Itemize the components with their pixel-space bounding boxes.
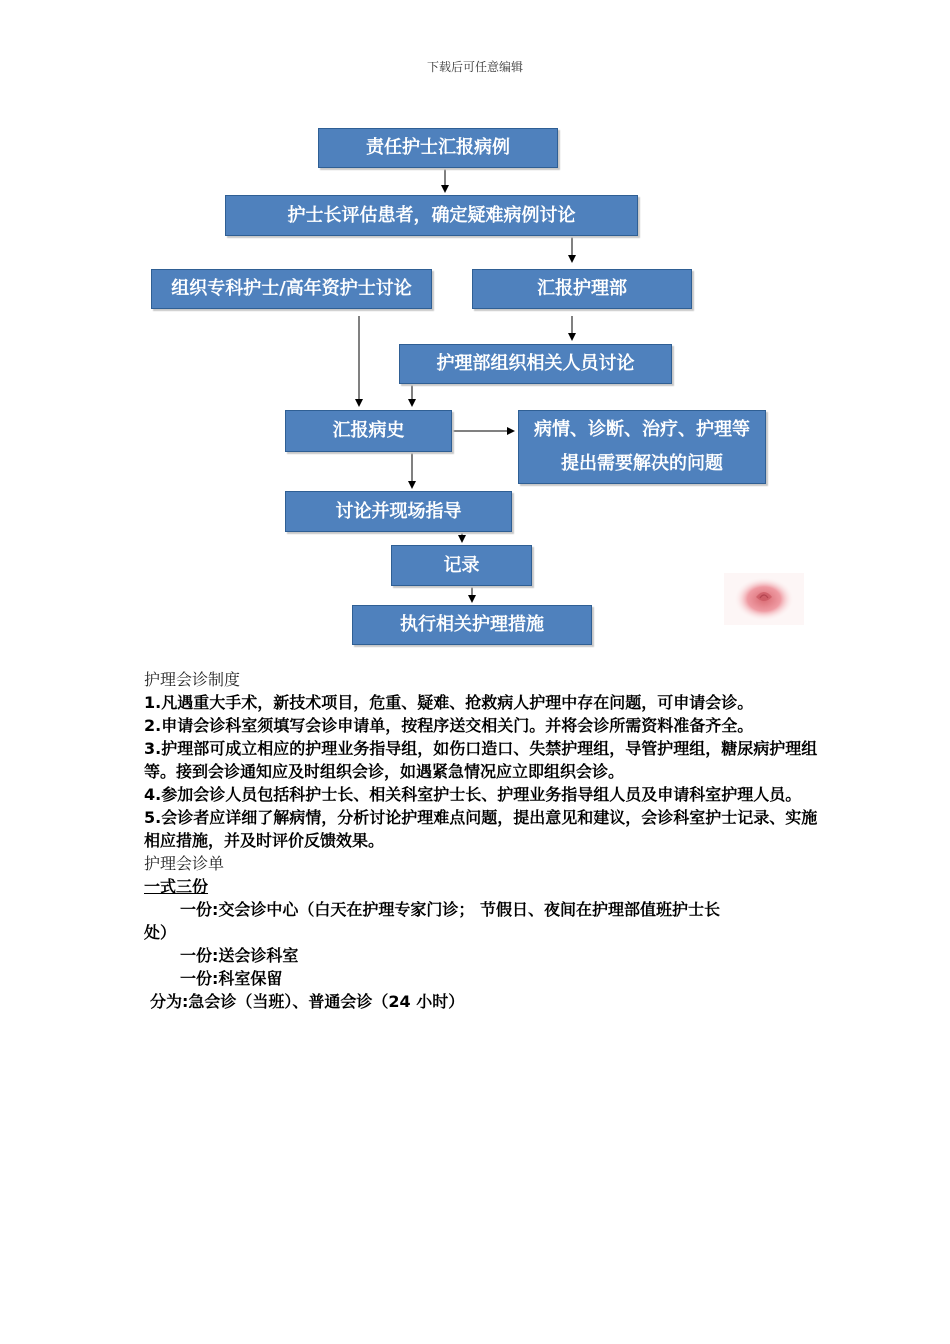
flow-step-discuss-guide: 讨论并现场指导	[285, 491, 512, 532]
copies-title: 一式三份	[144, 877, 209, 896]
header-note: 下载后可任意编辑	[426, 60, 523, 74]
copy-1-line2: 处）	[144, 923, 177, 942]
copy-3: 一份:科室保留	[180, 969, 283, 988]
flow-step-dept-discussion: 护理部组织相关人员讨论	[399, 344, 672, 384]
flow-step-report-case: 责任护士汇报病例	[318, 128, 558, 168]
flow-step-organize-specialist: 组织专科护士/高年资护士讨论	[151, 269, 432, 309]
rule-item-1: 1.凡遇重大手术，新技术项目，危重、疑难、抢救病人护理中存在问题，可申请会诊。	[144, 693, 754, 712]
flow-step-record: 记录	[391, 545, 532, 586]
flow-step-problems	[518, 410, 766, 484]
copy-2: 一份:送会诊科室	[180, 946, 299, 965]
flow-step-problems-line1: 病情、诊断、治疗、护理等	[534, 419, 750, 441]
document-body	[144, 668, 824, 1013]
consultation-types: 分为:急会诊（当班）、普通会诊（24 小时）	[150, 992, 465, 1011]
rule-item-2: 2.申请会诊科室须填写会诊申请单，按程序送交相关门。并将会诊所需资料准备齐全。	[144, 716, 754, 735]
section-title-consultation-system: 护理会诊制度	[144, 670, 241, 689]
rule-item-5: 5.会诊者应详细了解病情，分析讨论护理难点问题，提出意见和建议，会诊科室护士记录、实施相应措施，并及时评价反馈效果。	[144, 808, 818, 850]
rule-item-4: 4.参加会诊人员包括科护士长、相关科室护士长、护理业务指导组人员及申请科室护理人员。	[144, 785, 802, 804]
section-title-consultation-form: 护理会诊单	[144, 854, 225, 873]
copy-1-line1: 一份:交会诊中心（白天在护理专家门诊； 节假日、夜间在护理部值班护士长	[180, 900, 720, 919]
flow-step-report-history: 汇报病史	[285, 410, 452, 452]
flow-step-problems-line2: 提出需要解决的问题	[561, 453, 723, 474]
rose-decoration-image	[724, 573, 804, 625]
flow-step-head-nurse-assess: 护士长评估患者，确定疑难病例讨论	[225, 195, 638, 236]
rule-item-3: 3.护理部可成立相应的护理业务指导组，如伤口造口、失禁护理组，导管护理组，糖尿病护理组等。接到会诊通知应及时组织会诊，如遇紧急情况应立即组织会诊。	[144, 739, 818, 781]
flow-step-report-nursing-dept: 汇报护理部	[472, 269, 692, 309]
flow-step-execute: 执行相关护理措施	[352, 605, 592, 645]
